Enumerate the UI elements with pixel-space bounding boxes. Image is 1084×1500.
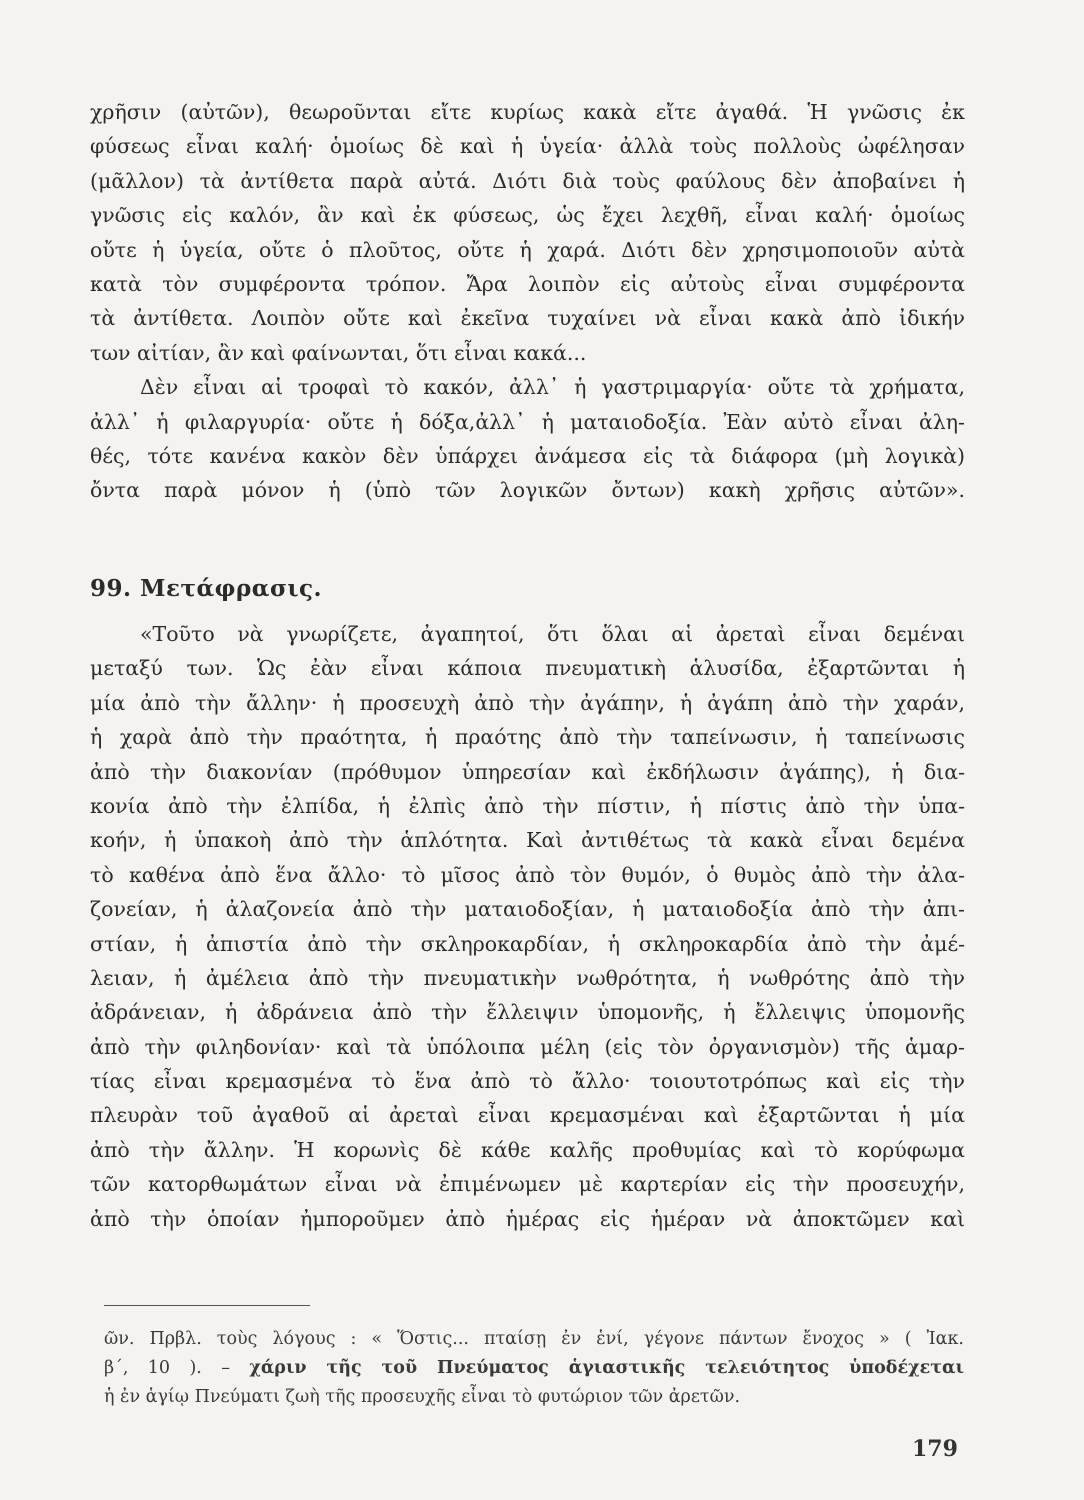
text-line: ἀπὸ τὴν ἄλλην. Ἡ κορωνὶς δὲ κάθε καλῆς προθυμίας καὶ τὸ κορύφωμα [90,1137,965,1162]
text-line: ἀπὸ τὴν διακονίαν (πρόθυμον ὑπηρεσίαν καὶ ἐκδήλωσιν ἀγάπης), ἡ δια- [90,759,965,784]
text-line: ἀπὸ τὴν φιληδονίαν· καὶ τὰ ὑπόλοιπα μέλη (εἰς τὸν ὀργανισμὸν) τῆς ἁμαρ- [90,1034,965,1059]
text-line: γνῶσις εἰς καλόν, ἂν καὶ ἐκ φύσεως, ὡς ἔχει λεχθῆ, εἶναι καλή· ὁμοίως [90,203,965,228]
footnote-line: ἡ ἐν ἁγίῳ Πνεύματι ζωὴ τῆς προσευχῆς εἶναι τὸ φυτώριον τῶν ἀρετῶν. [104,1387,741,1407]
text-line: μία ἀπὸ τὴν ἄλλην· ἡ προσευχὴ ἀπὸ τὴν ἀγάπην, ἡ ἀγάπη ἀπὸ τὴν χαράν, [90,690,965,715]
text-line: ζονείαν, ἡ ἀλαζονεία ἀπὸ τὴν ματαιοδοξίαν, ἡ ματαιοδοξία ἀπὸ τὴν ἀπι- [90,897,965,922]
text-line: ὄντα παρὰ μόνον ἡ (ὑπὸ τῶν λογικῶν ὄντων) κακὴ χρῆσις αὐτῶν». [90,478,965,503]
text-line: (μᾶλλον) τὰ ἀντίθετα παρὰ αὐτά. Διότι διὰ τοὺς φαύλους δὲν ἀποβαίνει ἡ [90,168,965,193]
text-line: κοήν, ἡ ὑπακοὴ ἀπὸ τὴν ἁπλότητα. Καὶ ἀντιθέτως τὰ κακὰ εἶναι δεμένα [90,828,965,853]
text-line: των αἰτίαν, ἂν καὶ φαίνωνται, ὅτι εἶναι κακά... [90,340,587,365]
footnote-bold-text: χάριν τῆς τοῦ Πνεύματος ἁγιαστικῆς τελειότητος ὑποδέχεται [249,1358,964,1378]
footnote-line [104,1354,964,1383]
text-line: ἡ χαρὰ ἀπὸ τὴν πραότητα, ἡ πραότης ἀπὸ τὴν ταπείνωσιν, ἡ ταπείνωσις [90,725,965,750]
text-line: τὸ καθένα ἀπὸ ἕνα ἄλλο· τὸ μῖσος ἀπὸ τὸν θυμόν, ὁ θυμὸς ἀπὸ τὴν ἀλα- [90,862,965,887]
text-line: ἀλλ᾽ ἡ φιλαργυρία· οὔτε ἡ δόξα,ἀλλ᾽ ἡ ματαιοδοξία. Ἐὰν αὐτὸ εἶναι ἀλη- [90,409,965,434]
text-line: θές, τότε κανένα κακὸν δὲν ὑπάρχει ἀνάμεσα εἰς τὰ διάφορα (μὴ λογικὰ) [90,443,965,468]
text-line: ἀπὸ τὴν ὁποίαν ἠμποροῦμεν ἀπὸ ἡμέρας εἰς ἡμέραν νὰ ἀποκτῶμεν καὶ [90,1206,965,1231]
page-number: 179 [912,1436,958,1462]
text-line: κατὰ τὸν συμφέροντα τρόπον. Ἄρα λοιπὸν εἰς αὐτοὺς εἶναι συμφέροντα [90,271,965,296]
footnote-line: ῶν. Πρβλ. τοὺς λόγους : « Ὅστις... πταίσῃ ἐν ἑνί, γέγονε πάντων ἔνοχος » ( Ἰακ. [104,1329,964,1349]
text-line: Δὲν εἶναι αἱ τροφαὶ τὸ κακόν, ἀλλ᾽ ἡ γαστριμαργία· οὔτε τὰ χρήματα, [140,375,965,400]
text-line: λειαν, ἡ ἀμέλεια ἀπὸ τὴν πνευματικὴν νωθρότητα, ἡ νωθρότης ἀπὸ τὴν [90,965,965,990]
footnotes [104,1325,964,1412]
paragraph-1 [90,95,965,508]
text-line: οὔτε ἡ ὑγεία, οὔτε ὁ πλοῦτος, οὔτε ἡ χαρά. Διότι δὲν χρησιμοποιοῦν αὐτὰ [90,237,965,262]
text-line: μεταξύ των. Ὡς ἐὰν εἶναι κάποια πνευματικὴ ἁλυσίδα, ἐξαρτῶνται ἡ [90,656,965,681]
text-line: τῶν κατορθωμάτων εἶναι νὰ ἐπιμένωμεν μὲ καρτερίαν εἰς τὴν προσευχήν, [90,1172,965,1197]
text-line: φύσεως εἶναι καλή· ὁμοίως δὲ καὶ ἡ ὑγεία· ἀλλὰ τοὺς πολλοὺς ὠφέλησαν [90,134,965,159]
paragraph-3 [90,617,965,1236]
text-line: κονία ἀπὸ τὴν ἐλπίδα, ἡ ἐλπὶς ἀπὸ τὴν πίστιν, ἡ πίστις ἀπὸ τὴν ὑπα- [90,793,965,818]
text-line: χρῆσιν (αὐτῶν), θεωροῦνται εἴτε κυρίως κακὰ εἴτε ἀγαθά. Ἡ γνῶσις ἐκ [90,100,965,124]
text-line: τίας εἶναι κρεμασμένα τὸ ἕνα ἀπὸ τὸ ἄλλο· τοιουτοτρόπως καὶ εἰς τὴν [90,1069,965,1094]
text-line: πλευρὰν τοῦ ἀγαθοῦ αἱ ἀρεταὶ εἶναι κρεμασμέναι καὶ ἐξαρτῶνται ἡ μία [90,1103,965,1128]
footnote-divider [104,1305,310,1306]
text-line: τὰ ἀντίθετα. Λοιπὸν οὔτε καὶ ἐκεῖνα τυχαίνει νὰ εἶναι κακὰ ἀπὸ ἰδικήν [90,306,965,331]
text-line: ἀδράνειαν, ἡ ἀδράνεια ἀπὸ τὴν ἔλλειψιν ὑπομονῆς, ἡ ἔλλειψις ὑπομονῆς [90,1000,965,1025]
text-line: στίαν, ἡ ἀπιστία ἀπὸ τὴν σκληροκαρδίαν, ἡ σκληροκαρδία ἀπὸ τὴν ἀμέ- [90,931,965,956]
text-line: «Τοῦτο νὰ γνωρίζετε, ἀγαπητοί, ὅτι ὅλαι αἱ ἀρεταὶ εἶναι δεμέναι [140,622,965,646]
footnote-text: β΄, 10 ). – [104,1358,230,1378]
section-heading: 99. Μετάφρασις. [90,575,323,602]
